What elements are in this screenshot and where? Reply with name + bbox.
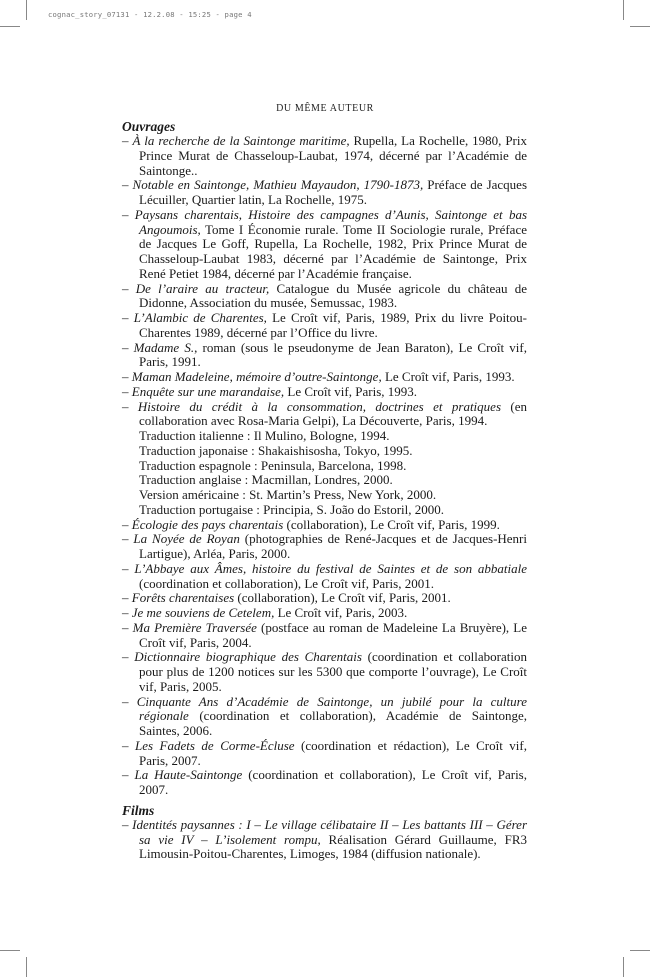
bibliography-entry: – Forêts charentaises (collaboration), Le Croît vif, Paris, 2001. bbox=[122, 590, 451, 606]
entry-details: Le Croît vif, Paris, 1989, Prix du livre Poitou-Charentes 1989, décerné par l’Office du livre. bbox=[139, 310, 527, 340]
section-title: Films bbox=[122, 802, 155, 818]
bibliography-entry: – La Haute-Saintonge (coordination et collaboration), Le Croît vif, Paris, 2007. bbox=[122, 767, 527, 797]
entry-details: (collaboration), Le Croît vif, Paris, 1999. bbox=[283, 516, 500, 532]
entry-title: Les Fadets de Corme-Écluse bbox=[135, 737, 295, 753]
bibliography-entry: – Je me souviens de Cetelem, Le Croît vif, Paris, 2003. bbox=[122, 605, 408, 620]
bibliography-entry: – Écologie des pays charentais (collaboration), Le Croît vif, Paris, 1999. bbox=[122, 516, 500, 532]
entry-details: Le Croît vif, Paris, 1993. bbox=[381, 369, 515, 384]
entry-title: À la recherche de la Saintonge maritime, bbox=[132, 133, 350, 148]
bibliography-entry: – Maman Madeleine, mémoire d’outre-Saintonge, Le Croît vif, Paris, 1993. bbox=[122, 369, 515, 384]
bibliography-entry: – Cinquante Ans d’Académie de Saintonge, un jubilé pour la culture régionale (coordination et collaboration), Académie de Saintonge, Saintes, 2006. bbox=[122, 693, 528, 738]
entry-details: , roman (sous le pseudonyme de Jean Baraton), Le Croît vif, Paris, 1991. bbox=[139, 339, 527, 370]
entry-details: Le Croît vif, Paris, 2003. bbox=[274, 605, 408, 620]
entry-title: Cinquante Ans d’Académie de Saintonge, un jubilé pour la culture régionale bbox=[136, 693, 528, 724]
bibliography-entry: – Histoire du crédit à la consommation, doctrines et pratiques (en collaboration avec Rosa-Maria Gelpi), La Découverte, Paris, 1994. Traduction italienne : Il Mulino, Bologne, 1994. Traduction japonaise : Shakaishisosha, Tokyo, 1995. Traduction espagnole : Peninsula, Barcelona, 1998. Traduction anglaise : Macmillan, Londres, 2000. Version américaine : St. Martin’s Press, New York, 2000. Traduction portugaise : Principia, S. João do Estoril, 2000. bbox=[122, 398, 527, 517]
entry-details: (collaboration), Le Croît vif, Paris, 2001. bbox=[234, 590, 451, 606]
entry-list bbox=[122, 134, 527, 798]
bibliography-entry: – Paysans charentais, Histoire des campagnes d’Aunis, Saintonge et bas Angoumois, Tome I Économie rurale. Tome II Sociologie rurale, Préface de Jacques Le Goff, Rupella, La Rochelle, 1982, Prix Prince Murat de Chasseloup-Laubat 1983, décerné par l’Académie de Saintonge, Prix René Petiet 1984, décerné par l’Académie française. bbox=[122, 206, 527, 281]
entry-title: Notable en Saintonge, Mathieu Mayaudon, 1790-1873, bbox=[132, 177, 424, 193]
entry-title: Écologie des pays charentais bbox=[131, 516, 284, 532]
entry-title: Forêts charentaises bbox=[131, 590, 235, 606]
bibliography bbox=[122, 119, 527, 862]
entry-title: Ma Première Traversée bbox=[132, 619, 257, 635]
entry-title: L’Alambic de Charentes, bbox=[133, 310, 267, 325]
entry-title: Dictionnaire biographique des Charentais bbox=[134, 649, 362, 665]
bibliography-entry: – Identités paysannes : I – Le village célibataire II – Les battants III – Gérer sa vie IV – L’isolement rompu, Réalisation Gérard Guillaume, FR3 Limousin-Poitou-Charentes, Limoges, 1984 (diffusion nationale). bbox=[122, 816, 528, 862]
entry-details: (coordination et rédaction), Le Croît vif, Paris, 2007. bbox=[139, 737, 527, 768]
crop-mark-tl-v bbox=[26, 0, 27, 20]
bibliography-entry: – Les Fadets de Corme-Écluse (coordination et rédaction), Le Croît vif, Paris, 2007. bbox=[122, 737, 527, 768]
translation-line: Traduction espagnole : Peninsula, Barcelona, 1998. bbox=[139, 457, 407, 473]
entry-details: Le Croît vif, Paris, 1993. bbox=[284, 383, 418, 399]
entry-details: (coordination et collaboration), Le Croît vif, Paris, 2007. bbox=[139, 767, 527, 797]
bibliography-entry: – Dictionnaire biographique des Charentais (coordination et collaboration pour plus de 1200 notices sur les 5300 que comporte l’ouvrage), Le Croît vif, Paris, 2005. bbox=[122, 649, 527, 694]
entry-title: Je me souviens de Cetelem, bbox=[131, 605, 275, 620]
crop-mark-bl-v bbox=[26, 957, 27, 977]
entry-details: Rupella, La Rochelle, 1980, Prix Prince Murat de Chasseloup-Laubat, 1974, décerné par l’Académie de Saintonge.. bbox=[139, 133, 528, 178]
entry-title: La Noyée de Royan bbox=[133, 531, 240, 547]
translation-line: Traduction japonaise : Shakaishisosha, Tokyo, 1995. bbox=[139, 442, 413, 458]
bibliography-entry: – L’Alambic de Charentes, Le Croît vif, Paris, 1989, Prix du livre Poitou-Charentes 1989, décerné par l’Office du livre. bbox=[122, 310, 527, 340]
entry-details: Réalisation Gérard Guillaume, FR3 Limousin-Poitou-Charentes, Limoges, 1984 (diffusion nationale). bbox=[139, 831, 527, 862]
entry-title: L’Abbaye aux Âmes, histoire du festival de Saintes et de son abbatiale bbox=[134, 560, 527, 576]
bibliography-entry: – L’Abbaye aux Âmes, histoire du festival de Saintes et de son abbatiale (coordination et collaboration), Le Croît vif, Paris, 2001. bbox=[122, 560, 527, 591]
entry-title: Histoire du crédit à la consommation, doctrines et pratiques bbox=[137, 398, 501, 414]
crop-mark-br-v bbox=[623, 957, 624, 977]
crop-mark-tr-v bbox=[623, 0, 624, 20]
bibliography-entry: – Madame S., roman (sous le pseudonyme de Jean Baraton), Le Croît vif, Paris, 1991. bbox=[122, 339, 527, 370]
entry-details: (coordination et collaboration pour plus de 1200 notices sur les 5300 que comporte l’ouvrage), Le Croît vif, Paris, 2005. bbox=[139, 649, 527, 694]
translation-line: Version américaine : St. Martin’s Press, New York, 2000. bbox=[139, 487, 437, 502]
entry-title: Paysans charentais, Histoire des campagnes d’Aunis, Saintonge et bas Angoumois, bbox=[134, 206, 527, 237]
entry-title: La Haute-Saintonge bbox=[134, 767, 243, 783]
bibliography-entry: – À la recherche de la Saintonge maritime, Rupella, La Rochelle, 1980, Prix Prince Murat de Chasseloup-Laubat, 1974, décerné par l’Académie de Saintonge.. bbox=[122, 133, 528, 178]
translation-line: Traduction italienne : Il Mulino, Bologne, 1994. bbox=[139, 428, 390, 443]
crop-mark-br-h bbox=[630, 950, 650, 951]
bibliography-entry: – Ma Première Traversée (postface au roman de Madeleine La Bruyère), Le Croît vif, Paris, 2004. bbox=[122, 619, 528, 650]
bibliography-entry: – Enquête sur une marandaise, Le Croît vif, Paris, 1993. bbox=[122, 383, 418, 399]
crop-mark-tr-h bbox=[630, 26, 650, 27]
bibliography-entry: – De l’araire au tracteur, Catalogue du Musée agricole du château de Didonne, Association du musée, Semussac, 1983. bbox=[122, 280, 528, 311]
entry-details: (en collaboration avec Rosa-Maria Gelpi), La Découverte, Paris, 1994. bbox=[139, 398, 527, 429]
entry-details: Préface de Jacques Lécuiller, Quartier latin, La Rochelle, 1975. bbox=[139, 177, 527, 207]
entry-details: (coordination et collaboration), Le Croît vif, Paris, 2001. bbox=[139, 575, 434, 591]
entry-details: Tome I Économie rurale. Tome II Sociologie rurale, Préface de Jacques Le Goff, Rupella, La Rochelle, 1982, Prix Prince Murat de Chasseloup-Laubat 1983, décerné par l’Académie de Saintonge, Prix René Petiet 1984, décerné par l’Académie française. bbox=[139, 221, 527, 281]
entry-title: Madame S. bbox=[133, 339, 195, 355]
section-title: Ouvrages bbox=[122, 119, 176, 134]
entry-title: Enquête sur une marandaise, bbox=[131, 383, 285, 399]
entry-details: (coordination et collaboration), Académie de Saintonge, Saintes, 2006. bbox=[139, 708, 527, 738]
entry-title: Maman Madeleine, mémoire d’outre-Saintonge, bbox=[131, 369, 382, 384]
crop-mark-bl-h bbox=[0, 950, 20, 951]
entry-list bbox=[122, 818, 527, 862]
entry-title: Identités paysannes : I – Le village célibataire II – Les battants III – Gérer sa vie IV – L’isolement rompu, bbox=[132, 816, 528, 847]
entry-details: Catalogue du Musée agricole du château de Didonne, Association du musée, Semussac, 1983. bbox=[139, 280, 528, 311]
bibliography-entry: – La Noyée de Royan (photographies de René-Jacques et de Jacques-Henri Lartigue), Arléa, Paris, 2000. bbox=[122, 531, 527, 561]
entry-title: De l’araire au tracteur, bbox=[135, 280, 270, 296]
running-head: DU MÊME AUTEUR bbox=[276, 103, 374, 114]
translation-line: Traduction portugaise : Principia, S. João do Estoril, 2000. bbox=[139, 501, 444, 517]
entry-details: (photographies de René-Jacques et de Jacques-Henri Lartigue), Arléa, Paris, 2000. bbox=[139, 531, 527, 561]
translation-line: Traduction anglaise : Macmillan, Londres, 2000. bbox=[139, 472, 393, 488]
bibliography-entry: – Notable en Saintonge, Mathieu Mayaudon, 1790-1873, Préface de Jacques Lécuiller, Quartier latin, La Rochelle, 1975. bbox=[122, 177, 527, 207]
print-slug: cognac_story_07131 - 12.2.08 - 15:25 - page 4 bbox=[48, 10, 252, 19]
crop-mark-tl-h bbox=[0, 26, 20, 27]
entry-details: (postface au roman de Madeleine La Bruyère), Le Croît vif, Paris, 2004. bbox=[139, 619, 528, 650]
